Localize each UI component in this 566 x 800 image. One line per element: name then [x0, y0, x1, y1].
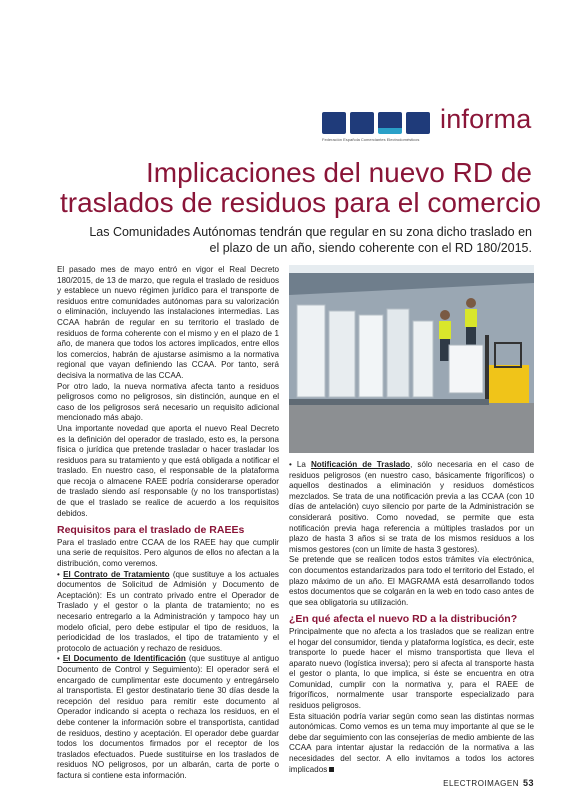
- bullet-item: • El Documento de Identificación (que sustituye al antiguo Documento de Control y Seguimiento): El operador será el encargado de cumplimentar este documento y entregárselo al transportista. El gestor destinatario tiene 30 días desde la recepción del residuo para remitir este documento al Operador indicando si acepta o rechaza los residuos, en el debe contener la información sobre el transportista, cantidad de residuos, destino y aceptación. El operador debe guardar todos los documentos firmados por el receptor de los traslados efectuados. Puede sustituirse en los traslados de residuos NO peligrosos, por un albarán, carta de porte o factura si contiene esta información.: [57, 654, 279, 780]
- article-title-line1: Implicaciones del nuevo RD de: [146, 157, 532, 188]
- bullet-label: Notificación de Traslado: [310, 460, 411, 469]
- article-photo: [289, 265, 534, 453]
- fece-logo: [322, 104, 534, 146]
- paragraph: Se pretende que se realicen todos estos trámites vía electrónica, con documentos estandarizados para todo el territorio del Estado, el plazo máximo de un año. El MAGRAMA está desarrollando todos estos documentos que se colgarán en la web en todo caso antes de que sea obligatoria su utilización.: [289, 555, 534, 607]
- truck-loading-illustration: [289, 265, 534, 453]
- article-title: [60, 157, 541, 218]
- fece-logo-mark: [322, 112, 430, 134]
- article-title-line2: traslados de residuos para el comercio: [60, 187, 541, 218]
- bullet-text: , sólo necesaria en el caso de residuos peligrosos (en nuestro caso, básicamente frigoríficos) o aquellos destinados a eliminación y residuos domésticos mezclados. Se trata de una notificación previa a las CCAA (con 10 días de antelación) cuyo silencio por parte de la Administración se considerará positivo. Como novedad, se permite que esta notificación previa haga referencia a múltiples traslados por un plazo de hasta 3 años si se trata de los mismos residuos a los mismos gestores (con un límite de hasta 3 gestores).: [289, 460, 534, 554]
- bullet-item: • El Contrato de Tratamiento (que sustituye a los actuales documentos de Solicitud de Admisión y Documento de Aceptación): Es un contrato privado entre el Operador de Traslado y el gestor o la planta de tratamiento; no es necesario entregarlo a la Administración y tampoco hay un modelo oficial, pero debe estipular el tipo de residuos, la periodicidad de los traslados, el tipo de tratamiento y el protocolo de actuación y rechazo de residuos.: [57, 569, 279, 653]
- bullet-prefix: • La: [289, 460, 311, 469]
- article-subtitle: Las Comunidades Autónomas tendrán que regular en su zona dicho traslado en el plazo de un año, siendo coherente con el RD 180/2015.: [89, 225, 532, 255]
- column-right: [289, 460, 534, 775]
- page-footer: [388, 778, 534, 788]
- section-word: informa: [440, 104, 532, 134]
- paragraph: Por otro lado, la nueva normativa afecta tanto a residuos peligrosos como no peligrosos, sin distinción, aunque en el caso de los peligrosos será necesario un requisito adicional mencionado más abajo.: [57, 381, 279, 423]
- end-of-article-icon: [329, 767, 334, 772]
- paragraph: Para el traslado entre CCAA de los RAEE hay que cumplir una serie de requisitos. Pero algunos de ellos no afectan a la distribución, como veremos.: [57, 537, 279, 569]
- page-number: 53: [522, 778, 534, 788]
- fece-logo-subtext: Federación Española Comerciantes Electrodomésticos: [322, 137, 420, 142]
- paragraph-text: Esta situación podría variar según como sean las distintas normas autonómicas. Como vemos es un tema muy importante al que se le debe dar seguimiento con las consejerías de medio ambiente de las CCAA para intentar ajustar la redacción de la normativa a las necesidades del sector. A ello invitamos a todos los actores implicados: [289, 711, 534, 774]
- magazine-name: ELECTROIMAGEN: [443, 779, 519, 788]
- bullet-text: (que sustituye al antiguo Documento de Control y Seguimiento): El operador será el encargado de cumplimentar este documento y entregárselo al transportista. El gestor destinatario tiene 30 días desde la recepción del residuo para remitir este documento al Operador indicando si acepta o rechaza los residuos, en el debe contener la información sobre el transportista, cantidad de residuos, destino y aceptación. El operador debe guardar todos los documentos firmados por el receptor de los traslados efectuados. Puede sustituirse en los traslados de residuos NO peligrosos, por un albarán, carta de porte o factura si contiene esta información.: [57, 654, 279, 780]
- paragraph: Principalmente que no afecta a los traslados que se realizan entre el hogar del consumidor, tienda y plataforma logística, es decir, este transporte lo puede hacer el mismo transportista que lleva el aparato nuevo (logística inversa); pero si afecta al transporte hasta el gestor o planta, lo que implica, si éste se encuentra en otra Comunidad, cumplir con la normativa y, para el RAEE de frigoríficos, normalmente usar transporte especializado para residuos peligrosos.: [289, 626, 534, 711]
- bullet-label: El Contrato de Tratamiento: [63, 569, 170, 579]
- bullet-item: [289, 460, 534, 555]
- bullet-label: El Documento de Identificación: [62, 654, 186, 664]
- paragraph: El pasado mes de mayo entró en vigor el Real Decreto 180/2015, de 13 de marzo, que regula el traslado de residuos y establece un nuevo régimen jurídico para el transporte de residuos entre comunidades autónomas para su valorización o eliminación, incluyendo las instalaciones intermedias. Las CCAA habrán de regular en su territorio el traslado de residuos de forma coherente con el mismo y en el plazo de 1 año, de manera que todos los actores implicados, entre ellos los comercios, habrán de ajustarse asimismo a la normativa regional que vayan definiendo las CCAA. Por tanto, será decisiva la normativa de las CCAA.: [57, 265, 279, 380]
- section-heading: Requisitos para el traslado de RAEEs: [57, 524, 245, 537]
- column-left: [57, 265, 279, 782]
- bullet-text: (que sustituye a los actuales documentos de Solicitud de Admisión y Documento de Aceptación): Es un contrato privado entre el Operador de Traslado y el gestor o la planta de tratamiento; no es necesario entregarlo a la Administración y tampoco hay un modelo oficial, pero debe estipular el tipo de residuos, la periodicidad de los traslados, el tipo de tratamiento y el protocolo de actuación y rechazo de residuos.: [57, 569, 279, 653]
- section-heading: ¿En qué afecta el nuevo RD a la distribución?: [289, 613, 518, 626]
- paragraph: Una importante novedad que aporta el nuevo Real Decreto es la definición del operador de traslado, esto es, la persona física o jurídica que pretende trasladar o hacer trasladar los residuos para su tratamiento y que está obligada a notificar el traslado. En nuestro caso, el responsable de la plataforma que recoja o almacene RAEE podría considerarse operador de traslado siendo así responsable (y no los transportistas) de que el traslado se realice de acuerdo a los requisitos debidos.: [57, 423, 279, 518]
- paragraph-closing: [289, 712, 534, 776]
